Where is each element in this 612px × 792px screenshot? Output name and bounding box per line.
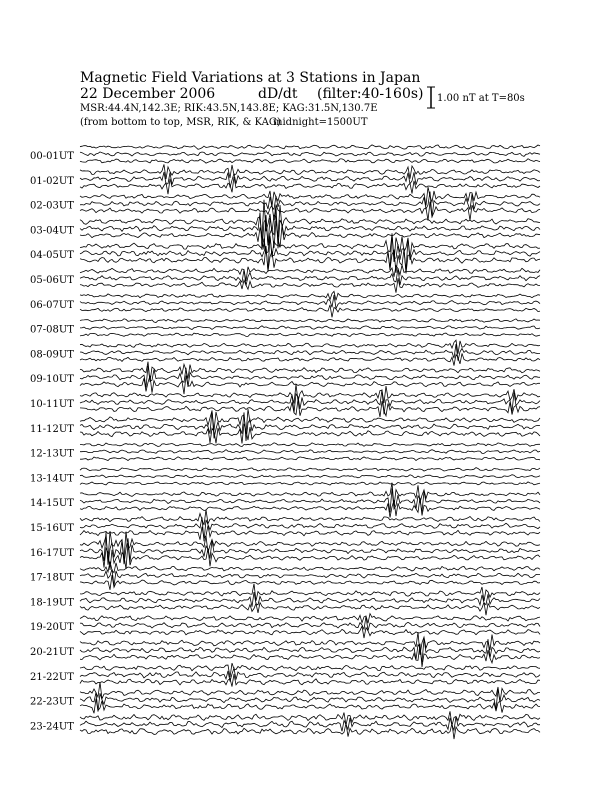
trace-kag bbox=[80, 602, 540, 615]
trace-rik bbox=[80, 326, 540, 330]
trace-msr bbox=[80, 510, 540, 525]
hour-label: 08-09UT bbox=[30, 349, 74, 361]
trace-rik bbox=[80, 475, 540, 478]
hour-label: 07-08UT bbox=[30, 324, 74, 336]
trace-kag bbox=[80, 482, 540, 485]
hour-label: 05-06UT bbox=[30, 275, 74, 286]
trace-msr bbox=[80, 265, 540, 281]
trace-kag bbox=[80, 457, 540, 461]
trace-kag bbox=[80, 674, 540, 687]
hour-label: 15-16UT bbox=[30, 523, 74, 534]
trace-msr bbox=[80, 340, 540, 354]
hour-label: 02-03UT bbox=[30, 200, 74, 212]
trace-rik bbox=[80, 344, 540, 361]
trace-order-note: (from bottom to top, MSR, RIK, & KAG) bbox=[80, 117, 281, 128]
hour-label: 11-12UT bbox=[30, 423, 74, 435]
trace-kag bbox=[80, 400, 540, 417]
trace-kag bbox=[80, 626, 540, 638]
hour-label: 18-19UT bbox=[30, 597, 74, 609]
chart-channel: dD/dt bbox=[258, 86, 298, 102]
hour-label: 06-07UT bbox=[30, 299, 74, 311]
trace-kag bbox=[80, 159, 540, 163]
hour-label: 03-04UT bbox=[30, 225, 74, 237]
trace-msr bbox=[80, 584, 540, 601]
trace-kag bbox=[80, 353, 540, 365]
hour-label: 10-11UT bbox=[30, 399, 74, 410]
hour-label: 01-02UT bbox=[30, 175, 74, 187]
hour-label: 22-23UT bbox=[30, 696, 74, 708]
trace-kag bbox=[80, 278, 540, 293]
trace-kag bbox=[80, 723, 540, 739]
hour-label: 16-17UT bbox=[30, 547, 74, 559]
hour-label: 00-01UT bbox=[30, 151, 74, 162]
trace-rik bbox=[80, 410, 540, 441]
trace-rik bbox=[80, 450, 540, 454]
hour-label: 23-24UT bbox=[30, 721, 74, 733]
trace-msr bbox=[80, 409, 540, 434]
trace-rik bbox=[80, 152, 540, 157]
trace-rik bbox=[80, 532, 540, 565]
trace-msr bbox=[80, 235, 540, 262]
trace-msr bbox=[80, 468, 540, 471]
hour-label: 17-18UT bbox=[30, 572, 74, 584]
hour-label: 21-22UT bbox=[30, 671, 74, 683]
trace-kag bbox=[80, 699, 540, 714]
trace-msr bbox=[80, 200, 540, 238]
chart-filter: (filter:40-160s) bbox=[317, 86, 424, 102]
hour-label: 13-14UT bbox=[30, 473, 74, 485]
midnight-note: midnight=1500UT bbox=[273, 117, 368, 128]
trace-kag bbox=[80, 305, 540, 317]
trace-kag bbox=[80, 246, 540, 273]
trace-kag bbox=[80, 575, 540, 590]
trace-rik bbox=[80, 517, 540, 541]
trace-msr bbox=[80, 443, 540, 447]
trace-msr bbox=[80, 614, 540, 624]
trace-rik bbox=[80, 689, 540, 711]
chart-date: 22 December 2006 bbox=[80, 86, 216, 102]
trace-msr bbox=[80, 145, 540, 149]
hour-label: 04-05UT bbox=[30, 250, 74, 262]
hour-label: 19-20UT bbox=[30, 622, 74, 634]
trace-rik bbox=[80, 295, 540, 309]
hour-label: 20-21UT bbox=[30, 647, 74, 658]
station-coordinates: MSR:44.4N,142.3E; RIK:43.5N,143.8E; KAG:31.5N,130.7E bbox=[80, 103, 378, 114]
trace-rik bbox=[80, 389, 540, 414]
trace-msr bbox=[80, 291, 540, 300]
scale-bar-label: 1.00 nT at T=80s bbox=[437, 93, 525, 104]
trace-kag bbox=[80, 333, 540, 336]
trace-kag bbox=[80, 215, 540, 249]
chart-title: Magnetic Field Variations at 3 Stations in Japan bbox=[80, 70, 421, 86]
hour-label: 12-13UT bbox=[30, 448, 74, 460]
hour-label: 14-15UT bbox=[30, 498, 74, 510]
trace-kag bbox=[80, 543, 540, 570]
trace-msr bbox=[80, 562, 540, 573]
trace-kag bbox=[80, 644, 540, 667]
hour-label: 09-10UT bbox=[30, 374, 74, 386]
trace-kag bbox=[80, 498, 540, 518]
trace-msr bbox=[80, 319, 540, 323]
trace-rik bbox=[80, 233, 540, 271]
